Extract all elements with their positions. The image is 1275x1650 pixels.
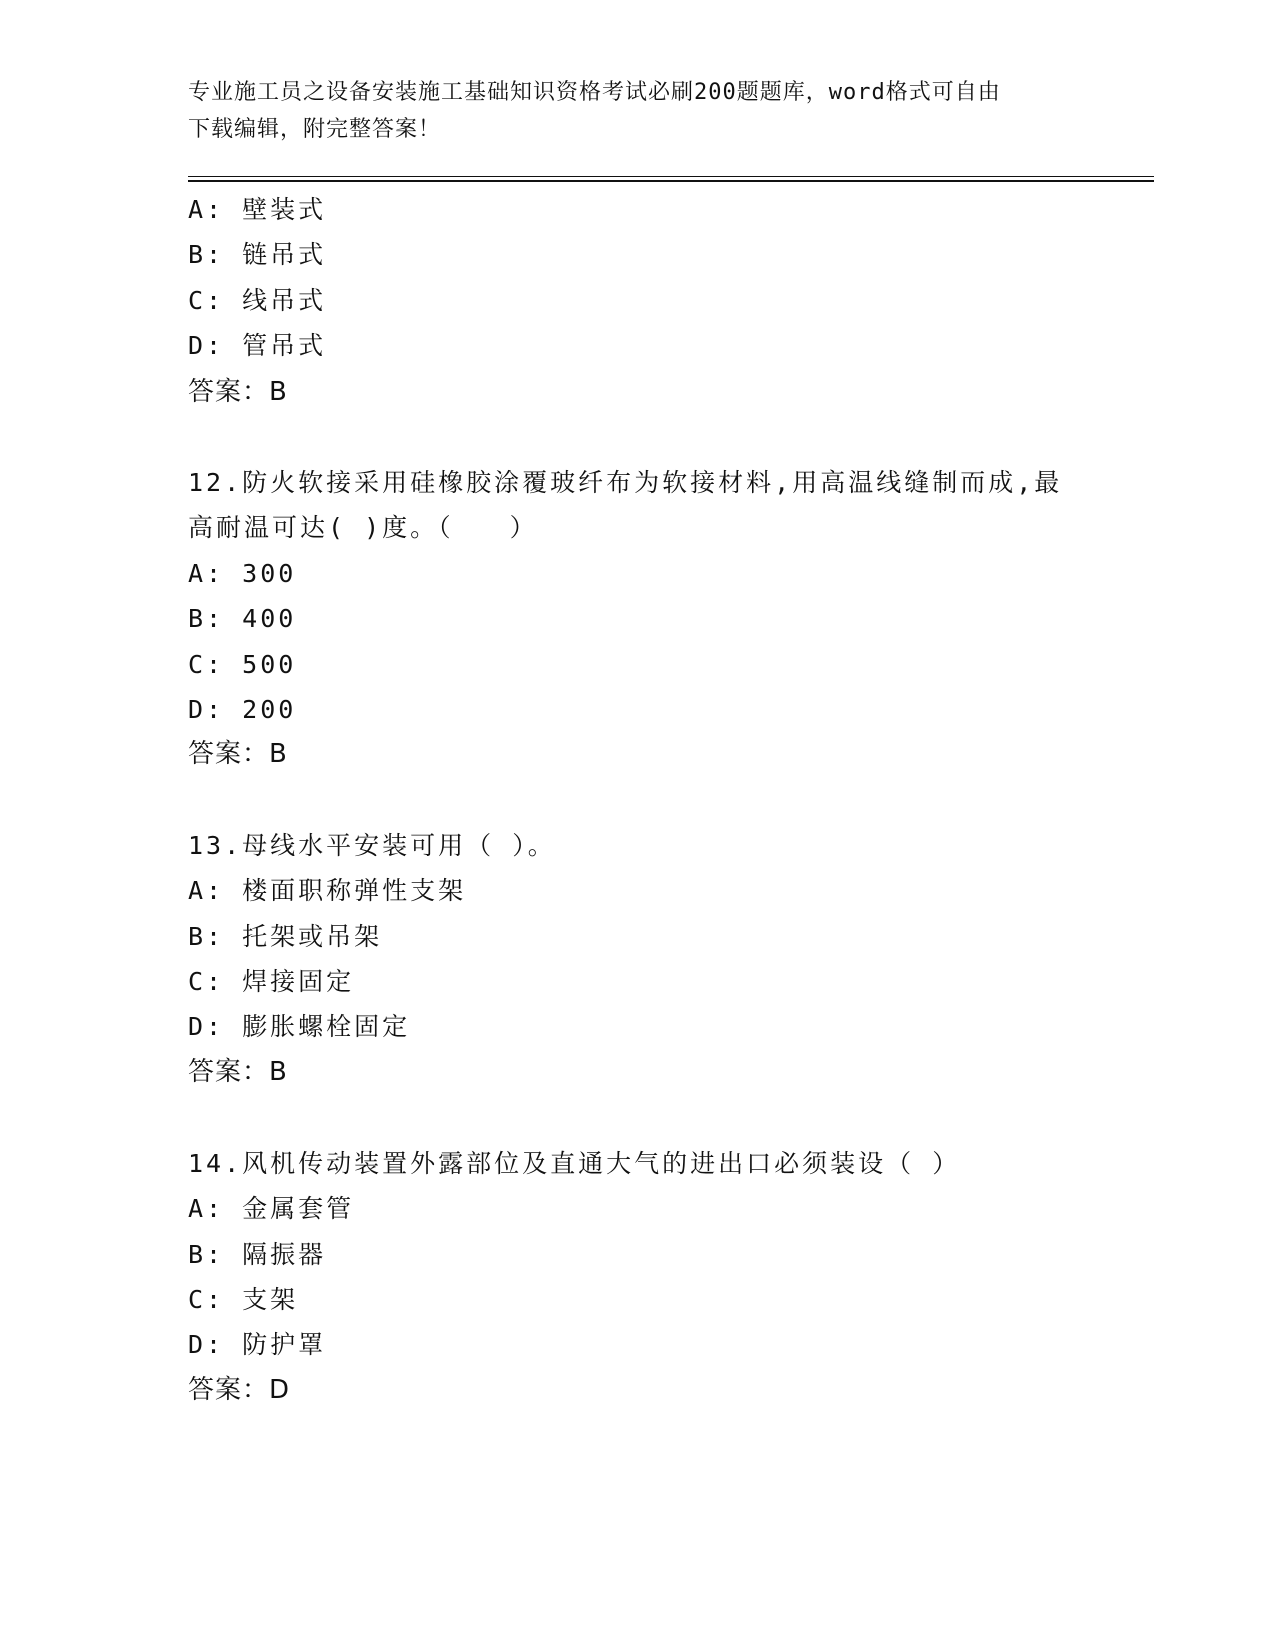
- header-line-2: 下载编辑，附完整答案！: [188, 117, 442, 142]
- q11-option-c: C: 线吊式: [188, 286, 327, 315]
- q12-option-c: C: 500: [188, 650, 297, 679]
- q13-option-b: B: 托架或吊架: [188, 922, 383, 951]
- q13-option-a: A: 楼面职称弹性支架: [188, 876, 467, 905]
- q13-option-c: C: 焊接固定: [188, 967, 355, 996]
- q14-option-b: B: 隔振器: [188, 1240, 327, 1269]
- q11-option-d: D: 管吊式: [188, 331, 327, 360]
- q12-answer: 答案：B: [188, 739, 288, 769]
- header-line-1: 专业施工员之设备安装施工基础知识资格考试必刷200题题库，word格式可自由: [188, 80, 1001, 105]
- q14-option-a: A: 金属套管: [188, 1194, 355, 1223]
- q12-option-a: A: 300: [188, 559, 297, 588]
- q12-option-d: D: 200: [188, 695, 297, 724]
- q14-answer: 答案：D: [188, 1375, 291, 1405]
- q12-stem-line-1: 12.防火软接采用硅橡胶涂覆玻纤布为软接材料,用高温线缝制而成,最: [188, 468, 1063, 497]
- header-divider-thin: [188, 176, 1154, 177]
- q13-stem: 13.母线水平安装可用（ ）。: [188, 831, 556, 860]
- q13-answer: 答案：B: [188, 1057, 288, 1087]
- q12-stem-line-2: 高耐温可达( )度。（ ）: [188, 513, 538, 542]
- q11-option-b: B: 链吊式: [188, 240, 327, 269]
- q11-option-a: A: 壁装式: [188, 195, 327, 224]
- q14-option-c: C: 支架: [188, 1285, 299, 1314]
- q11-answer: 答案：B: [188, 377, 288, 407]
- header-divider-thick: [188, 180, 1154, 182]
- q12-option-b: B: 400: [188, 604, 297, 633]
- q14-option-d: D: 防护罩: [188, 1330, 327, 1359]
- q13-option-d: D: 膨胀螺栓固定: [188, 1012, 411, 1041]
- document-header: [188, 74, 1088, 148]
- q14-stem: 14.风机传动装置外露部位及直通大气的进出口必须装设（ ）: [188, 1149, 961, 1178]
